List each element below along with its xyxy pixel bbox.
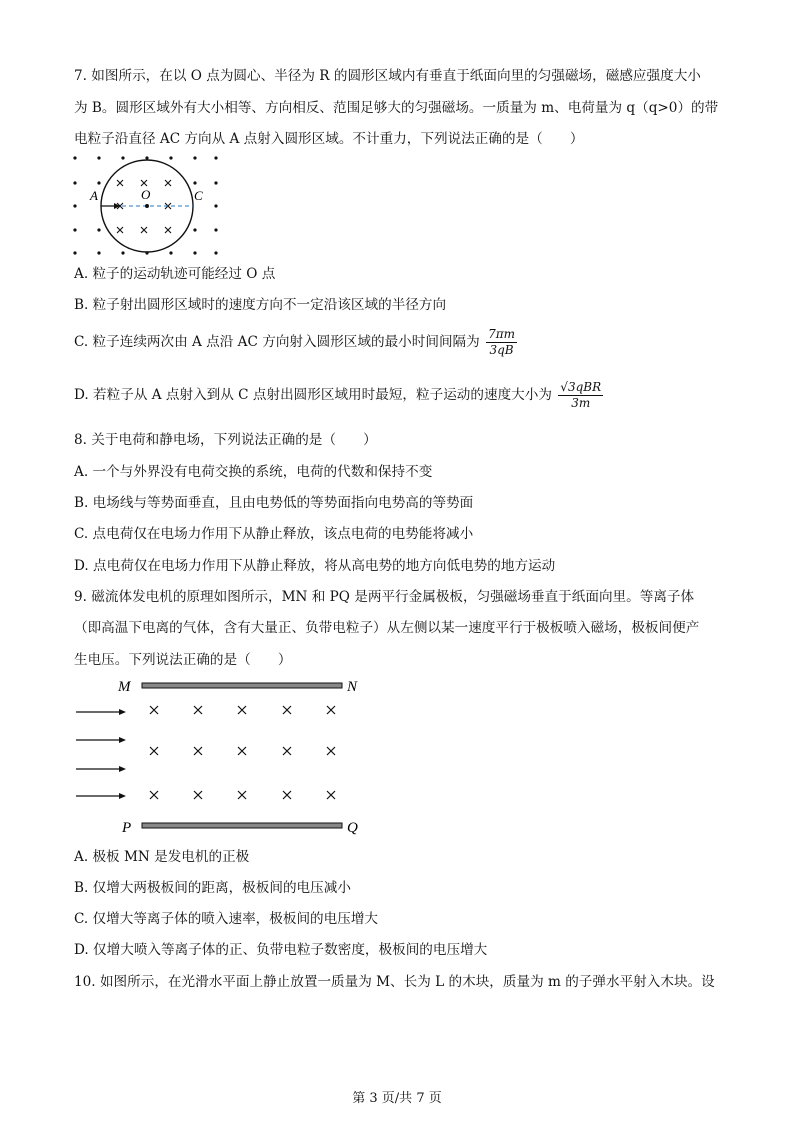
label-Q: Q [347, 820, 358, 836]
q9-mhd-generator-figure [70, 672, 370, 840]
label-P: P [122, 820, 132, 836]
q9-stem-line2: （即高温下电离的气体，含有大量正、负带电粒子）从左侧以某一速度平行于极板喷入磁场，极板间便产 [74, 620, 700, 636]
q7-option-b: B. 粒子射出圆形区域时的速度方向不一定沿该区域的半径方向 [74, 297, 447, 313]
page-footer: 第 3 页/共 7 页 [352, 1091, 442, 1106]
q9-stem-line3: 生电压。下列说法正确的是（ ） [74, 652, 292, 668]
fraction-numerator [558, 380, 603, 396]
q7-option-a: A. 粒子的运动轨迹可能经过 O 点 [74, 266, 276, 282]
q7-stem-line2: 为 B。圆形区域外有大小相等、方向相反、范围足够大的匀强磁场。一质量为 m、电荷量为 q（q>0）的带 [74, 100, 719, 116]
q8-option-b: B. 电场线与等势面垂直，且由电势低的等势面指向电势高的等势面 [74, 495, 474, 511]
q9-stem-line1: 9. 磁流体发电机的原理如图所示，MN 和 PQ 是两平行金属极板，匀强磁场垂直于纸面向里。等离子体 [74, 589, 695, 605]
plasma-arrows [76, 712, 120, 796]
q7-stem-line1: 7. 如图所示，在以 O 点为圆心、半径为 R 的圆形区域内有垂直于纸面向里的匀强磁场，磁感应强度大小 [74, 68, 701, 84]
plate-MN [142, 683, 342, 688]
q7-option-d [74, 377, 605, 413]
label-M: M [118, 679, 131, 695]
q8-option-d: D. 点电荷仅在电场力作用下从静止释放，将从高电势的地方向低电势的地方运动 [74, 558, 556, 574]
q9-option-c: C. 仅增大等离子体的喷入速率，极板间的电压增大 [74, 911, 379, 927]
q7-option-d-fraction [558, 380, 603, 411]
label-C: C [194, 188, 203, 203]
q8-option-c: C. 点电荷仅在电场力作用下从静止释放，该点电荷的电势能将减小 [74, 526, 474, 542]
field-crosses [150, 706, 335, 799]
center-point-O [145, 204, 149, 208]
q7-stem-line3: 电粒子沿直径 AC 方向从 A 点射入圆形区域。不计重力，下列说法正确的是（ ） [74, 131, 584, 147]
q7-magnetic-field-figure [66, 150, 226, 260]
q7-option-c-text: C. 粒子连续两次由 A 点沿 AC 方向射入圆形区域的最小时间间隔为 [74, 334, 480, 350]
numerator-rest: qBR [575, 380, 602, 394]
sqrt-term: √3 [560, 380, 576, 394]
q7-option-c-fraction [486, 327, 517, 358]
fraction-denominator: 3m [571, 396, 591, 410]
q9-option-a: A. 极板 MN 是发电机的正极 [74, 849, 250, 865]
q9-option-d: D. 仅增大喷入等离子体的正、负带电粒子数密度，极板间的电压增大 [74, 942, 488, 958]
fraction-denominator: 3qB [489, 343, 514, 357]
label-A: A [90, 188, 98, 203]
q8-option-a: A. 一个与外界没有电荷交换的系统，电荷的代数和保持不变 [74, 464, 433, 480]
label-N: N [347, 679, 358, 695]
label-O: O [141, 187, 151, 202]
q9-option-b: B. 仅增大两极板间的距离，极板间的电压减小 [74, 880, 351, 896]
q7-option-d-text: D. 若粒子从 A 点射入到从 C 点射出圆形区域用时最短，粒子运动的速度大小为 [74, 387, 552, 403]
q10-stem-line1: 10. 如图所示，在光滑水平面上静止放置一质量为 M、长为 L 的木块，质量为 m 的子弹水平射入木块。设 [74, 974, 715, 990]
q7-option-c [74, 324, 519, 360]
fraction-numerator: 7πm [488, 327, 515, 341]
plate-PQ [142, 823, 342, 828]
q8-stem: 8. 关于电荷和静电场，下列说法正确的是（ ） [74, 432, 377, 448]
